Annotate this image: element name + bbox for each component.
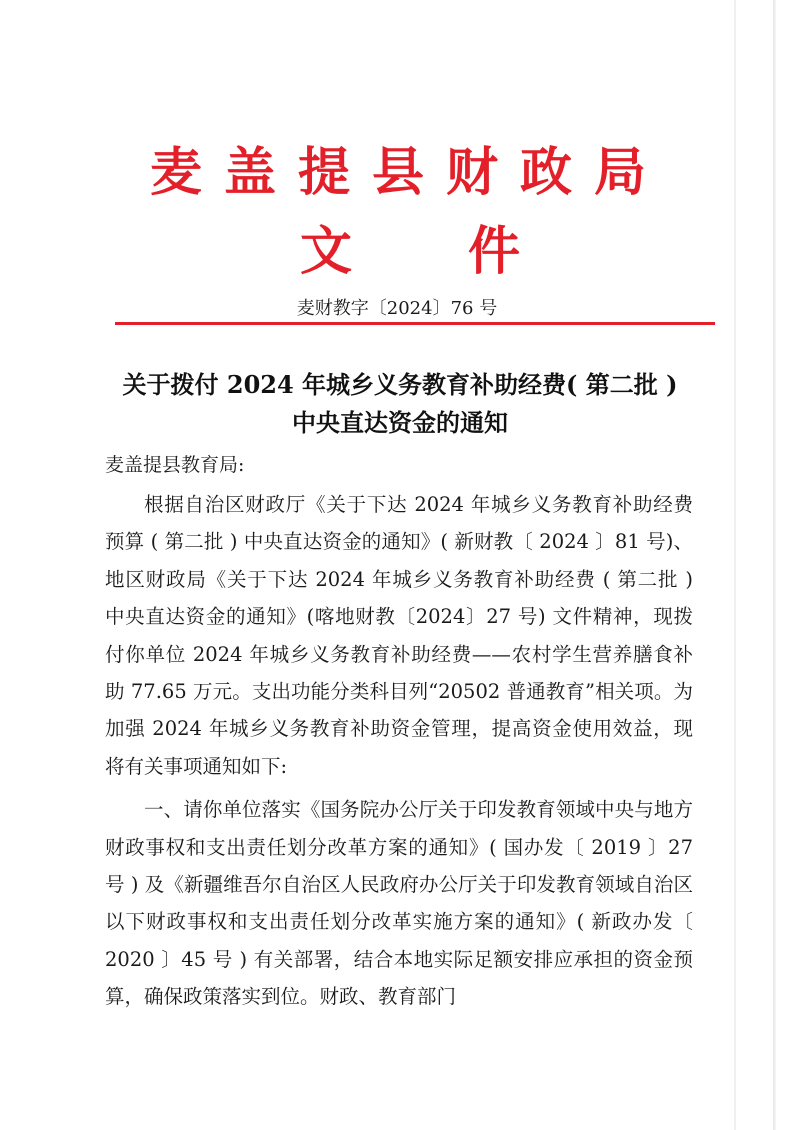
document-number: 麦财教字〔2024〕76 号 xyxy=(296,298,498,319)
title-line-2: 中央直达资金的通知 xyxy=(292,408,508,437)
document-word-1: 文 xyxy=(300,222,353,282)
body-text xyxy=(105,486,693,1016)
title-line-1: 关于拨付 2024 年城乡义务教育补助经费( 第二批 ) xyxy=(122,370,678,399)
red-divider-line xyxy=(115,322,715,325)
notice-title xyxy=(90,366,710,442)
document-heading-word xyxy=(300,220,520,284)
document-word-2: 件 xyxy=(467,222,520,282)
paragraph-2: 一、请你单位落实《国务院办公厅关于印发教育领域中央与地方财政事权和支出责任划分改革方案的通知》( 国办发〔 2019 〕27 号 ) 及《新疆维吾尔自治区人民政府办公厅关于印发教育领域自治区以下财政事权和支出责任划分改革实施方案的通知》( 新政办发〔 2020 〕45 号 ) 有关部署，结合本地实际足额安排应承担的资金预算，确保政策落实到位。财政、教育部门 xyxy=(105,798,693,1009)
paragraph-1: 根据自治区财政厅《关于下达 2024 年城乡义务教育补助经费预算 ( 第二批 ) 中央直达资金的通知》( 新财教〔 2024 〕81 号)、地区财政局《关于下达 2024 年城乡义务教育补助经费 ( 第二批 ) 中央直达资金的通知》(喀地财教〔2024〕27 号) 文件精神，现拨付你单位 2024 年城乡义务教育补助经费——农村学生营养膳食补助 77.65 万元。支出功能分类科目列“20502 普通教育”相关项。为加强 2024 年城乡义务教育补助资金管理，提高资金使用效益，现将有关事项通知如下: xyxy=(105,493,693,778)
salutation: 麦盖提县教育局: xyxy=(105,454,245,476)
page-edge-inner xyxy=(734,0,736,1130)
page-edge xyxy=(773,0,776,1130)
issuing-authority: 麦盖提县财政局 xyxy=(150,143,669,203)
